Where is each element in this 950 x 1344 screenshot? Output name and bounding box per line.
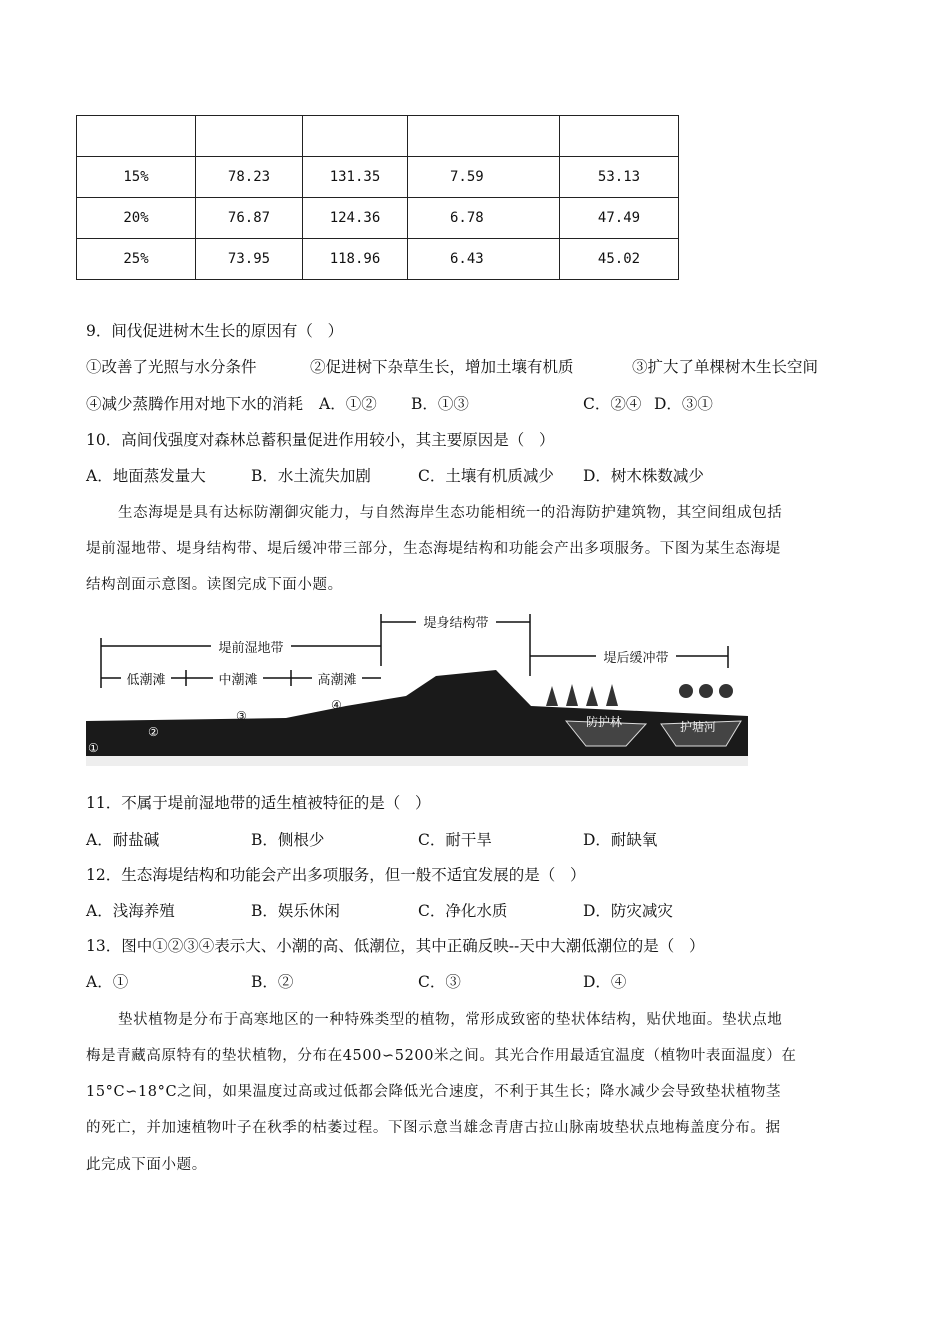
table-cell: 47.49 <box>560 198 679 239</box>
q12-option-b: B．娱乐休闲 <box>251 902 340 920</box>
q11-option-a: A．耐盐碱 <box>86 831 160 849</box>
q10-option-a: A．地面蒸发量大 <box>86 467 206 485</box>
table-cell: 118.96 <box>303 239 408 280</box>
q12-option-c: C．净化水质 <box>418 902 508 920</box>
table-cell: 6.78 <box>408 198 560 239</box>
q12-option-d: D．防灾减灾 <box>583 902 673 920</box>
table-cell <box>196 116 303 157</box>
label-front-wetland: 堤前湿地带 <box>218 641 284 656</box>
question-10-stem: 10．高间伐强度对森林总蓄积量促进作用较小，其主要原因是（ ） <box>86 431 555 449</box>
q9-statement-2: ②促进树下杂草生长，增加土壤有机质 <box>310 358 574 376</box>
table-cell <box>560 116 679 157</box>
q10-option-d: D．树木株数减少 <box>583 467 704 485</box>
q10-option-b: B．水土流失加剧 <box>251 467 371 485</box>
tide-marker-1: ① <box>88 741 99 755</box>
label-dike-body: 堤身结构带 <box>423 616 489 631</box>
question-12-stem: 12．生态海堤结构和功能会产出多项服务，但一般不适宜发展的是（ ） <box>86 866 586 884</box>
passage-2-line: 梅是青藏高原特有的垫状植物，分布在4500∽5200米之间。其光合作用最适宜温度（植物叶表面温度）在 <box>86 1048 797 1064</box>
passage-2-line: 的死亡，并加速植物叶子在秋季的枯萎过程。下图示意当雄念青唐古拉山脉南坡垫状点地梅盖度分布。据 <box>86 1120 781 1136</box>
data-table <box>76 115 679 280</box>
q9-statement-3: ③扩大了单棵树木生长空间 <box>632 358 819 376</box>
label-river: 护塘河 <box>679 720 717 734</box>
q9-option-d: D．③① <box>654 395 713 413</box>
q9-statement-4: ④减少蒸腾作用对地下水的消耗 <box>86 395 304 413</box>
passage-1-line: 结构剖面示意图。读图完成下面小题。 <box>86 577 343 593</box>
q10-option-c: C．土壤有机质减少 <box>418 467 554 485</box>
q13-option-a: A．① <box>86 973 129 991</box>
table-cell: 124.36 <box>303 198 408 239</box>
table-cell: 25% <box>77 239 196 280</box>
q9-option-c: C．②④ <box>583 395 642 413</box>
table-cell: 131.35 <box>303 157 408 198</box>
passage-2-line: 15°C∽18°C之间，如果温度过高或过低都会降低光合速度，不利于其生长；降水减少会导致垫状植物茎 <box>86 1084 782 1100</box>
table-cell: 7.59 <box>408 157 560 198</box>
q13-option-b: B．② <box>251 973 294 991</box>
tide-marker-3: ③ <box>236 709 247 723</box>
question-13-stem: 13．图中①②③④表示大、小潮的高、低潮位，其中正确反映--天中大潮低潮位的是（ ） <box>86 937 705 955</box>
passage-2-line: 此完成下面小题。 <box>86 1157 207 1173</box>
table-cell: 76.87 <box>196 198 303 239</box>
seawall-profile-figure <box>86 606 748 766</box>
table-header-row <box>77 116 679 157</box>
q11-option-b: B．侧根少 <box>251 831 325 849</box>
label-low-flat: 低潮滩 <box>126 673 166 688</box>
table-row <box>77 157 679 198</box>
table-cell: 73.95 <box>196 239 303 280</box>
q11-option-d: D．耐缺氧 <box>583 831 658 849</box>
label-high-flat: 高潮滩 <box>317 673 357 688</box>
passage-1-line: 堤前湿地带、堤身结构带、堤后缓冲带三部分，生态海堤结构和功能会产出多项服务。下图为某生态海堤 <box>86 541 781 557</box>
q9-option-a: A．①② <box>319 395 377 413</box>
label-forest: 防护林 <box>585 715 623 729</box>
table-cell <box>77 116 196 157</box>
table-row <box>77 239 679 280</box>
q13-option-c: C．③ <box>418 973 461 991</box>
label-mid-flat: 中潮滩 <box>218 673 258 688</box>
q11-option-c: C．耐干旱 <box>418 831 492 849</box>
question-9-stem: 9．间伐促进树木生长的原因有（ ） <box>86 322 344 340</box>
passage-2-line: 垫状植物是分布于高寒地区的一种特殊类型的植物，常形成致密的垫状体结构，贴伏地面。垫状点地 <box>118 1012 783 1028</box>
question-11-stem: 11．不属于堤前湿地带的适生植被特征的是（ ） <box>86 794 431 812</box>
table-cell: 53.13 <box>560 157 679 198</box>
table-cell: 20% <box>77 198 196 239</box>
table-cell: 15% <box>77 157 196 198</box>
table-row <box>77 198 679 239</box>
passage-1-line: 生态海堤是具有达标防潮御灾能力，与自然海岸生态功能相统一的沿海防护建筑物，其空间组成包括 <box>118 505 783 521</box>
table-cell: 45.02 <box>560 239 679 280</box>
tide-marker-2: ② <box>148 725 159 739</box>
table-cell <box>408 116 560 157</box>
label-rear-buffer: 堤后缓冲带 <box>603 651 669 666</box>
q12-option-a: A．浅海养殖 <box>86 902 175 920</box>
table-cell: 6.43 <box>408 239 560 280</box>
tide-marker-4: ④ <box>331 698 342 712</box>
q13-option-d: D．④ <box>583 973 627 991</box>
table-cell: 78.23 <box>196 157 303 198</box>
q9-option-b: B．①③ <box>411 395 469 413</box>
table-cell <box>303 116 408 157</box>
q9-statement-1: ①改善了光照与水分条件 <box>86 358 257 376</box>
